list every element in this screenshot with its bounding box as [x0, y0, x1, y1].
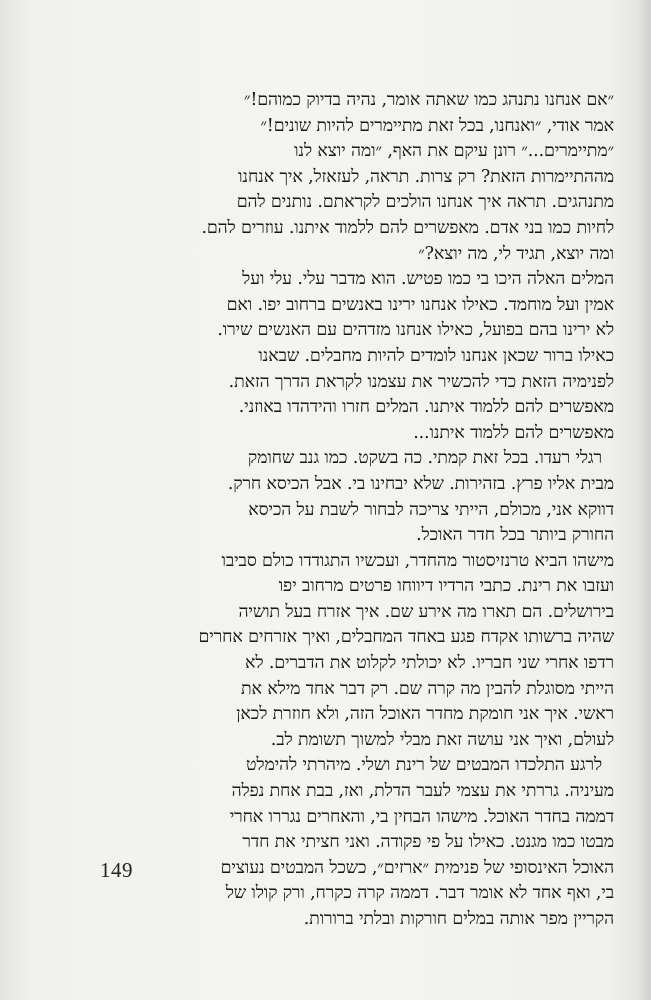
text-line: לא ירינו בהם בפועל, כאילו אנחנו מזדהים עם האנשים שירו.	[217, 320, 614, 341]
text-line: לרגע התלכדו המבטים של רינת ושלי. מיהרתי להימלט	[245, 755, 602, 776]
text-line: רדפו אחרי שני חבריו. לא יכולתי לקלוט את הדברים. לא	[245, 653, 614, 674]
text-line: החורק ביותר בכל חדר האוכל.	[416, 525, 614, 546]
text-line: מבטו כמו מגנט. כאילו על פי פקודה. ואני חציתי את חדר	[242, 832, 614, 853]
text-line: לחיות כמו בני אדם. מאפשרים להם ללמוד איתנו. עוזרים להם.	[201, 217, 614, 238]
text-line: אמר אודי, ״ואנחנו, בכל זאת מתיימרים להיות שונים!״	[260, 115, 614, 136]
text-line: לפנימיה הזאת כדי להכשיר את עצמנו לקראת הדרך הזאת.	[228, 371, 614, 392]
text-line: הייתי מסוגלת להבין מה קרה שם. רק דבר אחד מילא את	[241, 678, 614, 699]
text-line: דממה בחדר האוכל. מישהו הבחין בי, והאחרים נגררו אחרי	[229, 806, 614, 827]
text-line: רגלי רעדו. בכל זאת קמתי. כה בשקט. כמו גנב שחומק	[247, 448, 602, 469]
text-line: אמין ועל מוחמד. כאילו אנחנו ירינו באנשים ברחוב יפו. ואם	[226, 294, 614, 315]
text-line: בי, ואף אחד לא אומר דבר. דממה קרה כקרח, ורק קולו של	[225, 883, 614, 904]
text-line: ומה יוצא, תגיד לי, מה יוצא?״	[418, 243, 614, 264]
text-line: ״מתיימרים...״ רונן עיקם את האף, ״ומה יוצא לנו	[294, 141, 614, 162]
page-edge-shadow	[637, 0, 651, 1000]
text-line: המלים האלה היכו בי כמו פטיש. הוא מדבר עלי. עלי ועל	[242, 269, 614, 290]
text-line: דווקא אני, מכולם, הייתי צריכה לבחור לשבת על הכיסא	[248, 499, 614, 520]
text-line: הקריין מפר אותה במלים חורקות ובלתי ברורות.	[303, 909, 614, 929]
text-line: מישהו הביא טרנזיסטור מהחדר, ועכשיו התגודדו כולם סביבו	[221, 550, 614, 571]
text-line: מעיניה. גררתי את עצמי לעבר הדלת, ואז, בבת אחת נפלה	[231, 781, 614, 802]
body-text	[106, 88, 614, 933]
text-line: כאילו ברור שכאן אנחנו לומדים להיות מחבלים. שבאנו	[258, 345, 614, 366]
text-line: מההתיימרות הזאת? רק צרות. תראה, לעזאזל, איך אנחנו	[238, 166, 614, 187]
text-line: שהיה ברשותו אקדח פגע באחד המחבלים, ואיך אזרחים אחרים	[198, 627, 614, 648]
page-number: 149	[100, 858, 133, 882]
text-line: מתנהגים. תראה איך אנחנו הולכים לקראתם. נותנים להם	[236, 192, 614, 213]
text-line: לעולם, ואיך אני עושה זאת מבלי למשוך תשומת לב.	[270, 729, 614, 750]
text-line: בירושלים. הם תארו מה אירע שם. איך אזרח בעל תושיה	[238, 601, 614, 622]
text-line: מבית אליו פרץ. בזהירות. שלא יבחינו בי. אבל הכיסא חרק.	[227, 473, 614, 494]
text-line: האוכל האינסופי של פנימית ״ארזים״, כשכל המבטים נעוצים	[220, 857, 614, 878]
text-line: ״אם אנחנו נתנהג כמו שאתה אומר, נהיה בדיוק כמוהם!״	[243, 90, 614, 110]
text-line: ראשי. איך אני חומקת מחדר האוכל הזה, ולא חוזרת לכאן	[236, 704, 614, 725]
text-line: מאפשרים להם ללמוד איתנו. המלים חזרו והידהדו באוזני.	[238, 397, 614, 418]
text-line: ועזבו את רינת. כתבי הרדיו דיווחו פרטים מרחוב יפו	[278, 576, 614, 597]
text-line: מאפשרים להם ללמוד איתנו...	[413, 422, 614, 443]
